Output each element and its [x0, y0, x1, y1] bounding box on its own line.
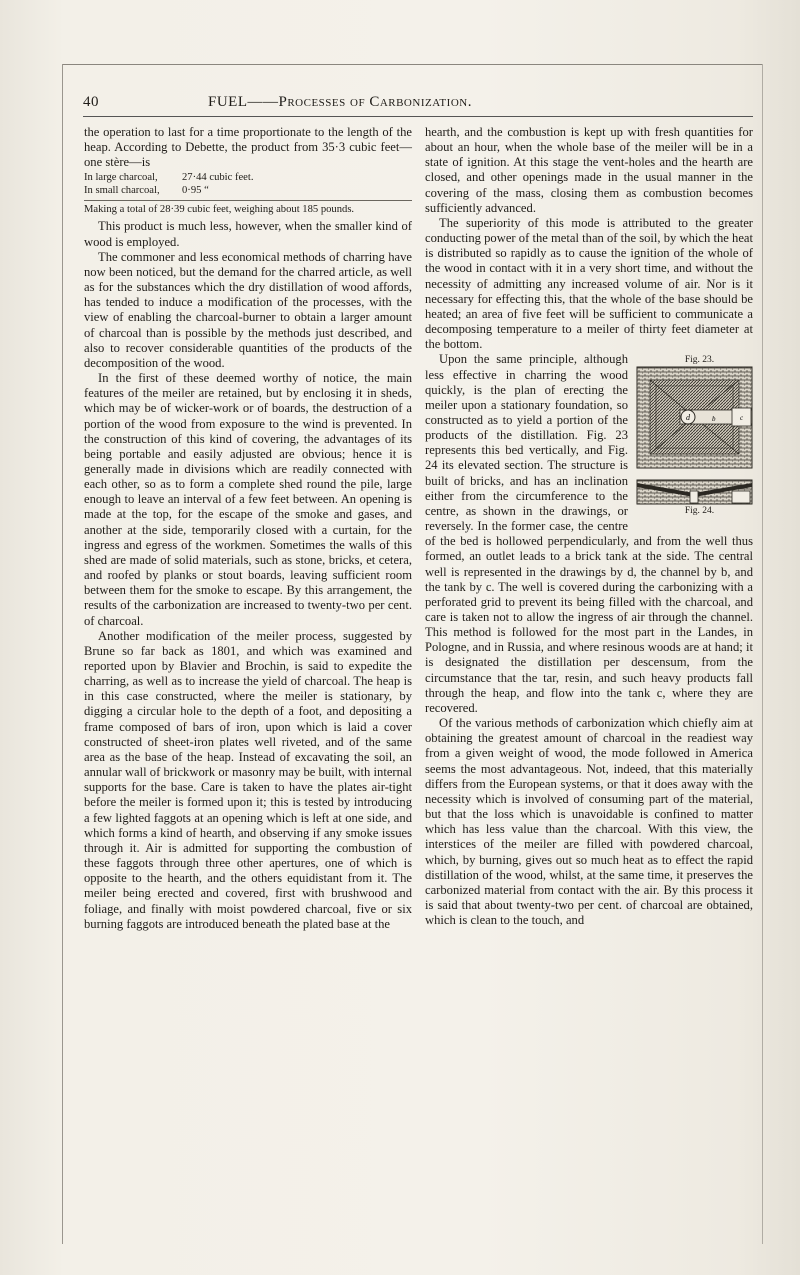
paragraph: the operation to last for a time proportionate to the length of the heap. According to Debette, the product from 35·3 cubic feet—one stère—is — [84, 125, 412, 170]
table-total: Making a total of 28·39 cubic feet, weighing about 185 pounds. — [84, 200, 412, 216]
fig-letter-d: d — [686, 413, 690, 423]
frame-rule-right — [762, 64, 763, 1244]
paragraph: In the first of these deemed worthy of notice, the main features of the meiler are retained, but by enclosing it in sheds, which may be of wicker-work or of boards, the destruction of a portion of the wood from exposure to the wind is prevented. In the construction of this kind of covering, the advantages of its being portable and easily adjusted are obvious; hence it is generally made in divisions which are readily connected with each other, so as to form a complete shed round the pile, large enough to leave an interval of a few feet between. An opening is made at the top, for the escape of the smoke and gases, and another at the side, temporarily closed with a curtain, for the ingress and egress of the workmen. Sometimes the walls of this shed are made of solid materials, such as stone, bricks, et cetera, and roofed by planks or stout boards, leaving sufficient room between them for the smoke to escape. By this arrangement, the results of the carbonization are increased to twenty-two per cent. of charcoal. — [84, 371, 412, 628]
yield-table — [84, 171, 412, 197]
left-column — [84, 125, 412, 932]
fig-letter-c: c — [740, 414, 744, 423]
table-row — [84, 184, 412, 197]
table-row — [84, 171, 412, 184]
fig23-plan-diagram — [636, 366, 753, 469]
paragraph: Of the various methods of carbonization which chiefly aim at obtaining the greatest amount of charcoal in the readiest way from a given weight of wood, the mode followed in America seems the most advantageous. Not, indeed, that this materially differs from the European systems, or that it does away with the necessity which is involved of consuming part of the material, but that the loss which is unavoidable is confined to matter which has less value than the charcoal. With this view, the interstices of the meiler are filled with powdered charcoal, which, by burning, gives out so much heat as to effect the rapid distillation of the wood, whilst, at the same time, it preserves the carbonized material from contact with the air. By this process it is said that about twenty-two per cent. of charcoal are obtained, which is clean to the touch, and — [425, 716, 753, 928]
paragraph: hearth, and the combustion is kept up with fresh quantities for about an hour, when the whole base of the meiler will be in a state of ignition. At this stage the vent-holes and the hearth are closed, and other openings made in the usual manner in the covering of the mass, closing them as combustion becomes sufficiently advanced. — [425, 125, 753, 215]
table-label: In small charcoal, — [84, 185, 160, 197]
paragraph: The superiority of this mode is attributed to the greater conducting power of the metal than of the soil, by which the heat is distributed so rapidly as to cause the ignition of the whole of the wood in contact with it in a very short time, and without the necessity of admitting any increased volume of air. Nor is it necessary for effecting this, that the whole of the base should be heated; an area of five feet will be sufficient to communicate a decomposing temperature to a meiler of thirty feet diameter at the bottom. — [425, 215, 753, 352]
header-rule — [83, 116, 753, 117]
figures — [636, 354, 753, 517]
fig24-label: Fig. 24. — [684, 506, 715, 517]
fig23-label: Fig. 23. — [684, 355, 715, 366]
table-value: 27·44 cubic feet. — [182, 172, 254, 184]
running-title: FUEL——Processes of Carbonization. — [208, 94, 472, 110]
fig-letter-b: b — [712, 415, 716, 424]
frame-rule-left — [62, 64, 63, 1244]
frame-rule-top — [62, 64, 762, 65]
paragraph: This product is much less, however, when the smaller kind of wood is employed. — [84, 219, 412, 249]
page-header — [83, 92, 753, 114]
right-column — [425, 125, 753, 928]
paragraph: The commoner and less economical methods of charring have now been noticed, but the demand for the charred article, as well as for the substances which the dry distillation of wood affords, has tended to induce a modification of the processes, with the view of enabling the charcoal-burner to obtain a larger amount of charcoal than is possible by the methods just described, and also to recover considerable quantities of the products of the decomposition of the wood. — [84, 249, 412, 370]
table-label: In large charcoal, — [84, 172, 158, 184]
page-number: 40 — [83, 94, 99, 110]
table-value: 0·95 “ — [182, 185, 209, 197]
fig24-section-diagram — [636, 479, 753, 505]
paragraph: Upon the same principle, although less effective in charring the wood quickly, is the plan of erecting the meiler upon a stationary foundation, so constructed as to yield a portion of the products of the distillation. Fig. 23 represents this bed vertically, and Fig. 24 its elevated section. The structure is built of bricks, and has an inclination either from the circumference to the centre, as shown in the drawings, or reversely. In the former case, the centre of the bed is hollowed perpendicularly, and from the well thus formed, an outlet leads to a brick tank at the side. The central well is represented in the drawings by d, the channel by b, and the tank by c. The well is covered during the carbonizing with a perforated grid to prevent its being filled with the charcoal, and care is taken not to allow the ingress of air through the channel. This method is followed for the most part in the Landes, in Pologne, and in Russia, and where resinous woods are at hand; it is designated the distillation per descensum, from the circumstance that the tar, resin, and such heavy products fall through the heap, and flow into the tank c, where they are recovered. — [425, 352, 753, 715]
paragraph: Another modification of the meiler process, suggested by Brune so far back as 1801, and which was examined and reported upon by Blavier and Brochin, is said to expedite the charring, as well as to increase the yield of charcoal. The heap is in this case constructed, where the meiler is stationary, by digging a circular hole to the depth of a foot, and depositing a frame composed of bars of iron, upon which is laid a cover constructed of sheet-iron plates well riveted, and of the same area as the base of the heap. Instead of excavating the soil, an annular wall of brickwork or masonry may be built, with internal supports for the base. Care is taken to have the plates air-tight before the meiler is formed upon it; this is tested by introducing a few lighted faggots at an opening which is left at one side, and which forms a kind of hearth, and observing if any smoke issues through it. Air is admitted for supporting the combustion of these faggots through three other apertures, one of which is opposite to the hearth, and the others equidistant from it. The meiler being erected and covered, first with brushwood and foliage, and finally with moist powdered charcoal, five or six burning faggots are introduced beneath the plated base at the — [84, 628, 412, 931]
